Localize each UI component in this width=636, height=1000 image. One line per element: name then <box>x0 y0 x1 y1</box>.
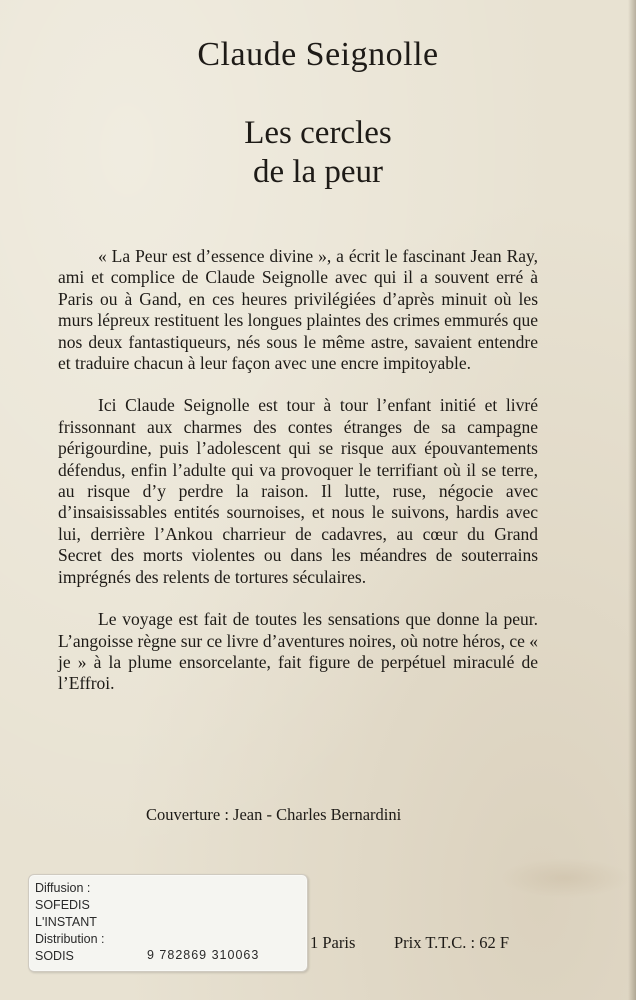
blurb-paragraph-3: Le voyage est fait de toutes les sensations que donne la peur. L’angoisse règne sur ce livre d’aventures noires, où notre héros, ce « je » à la plume ensorcelante, fait figure de perpétuel miraculé de l’Effroi. <box>58 609 538 694</box>
price-label: Prix T.T.C. : 62 F <box>394 933 510 952</box>
blurb <box>58 246 538 716</box>
isbn-barcode-number: 9 782869 310063 <box>147 948 260 962</box>
cover-credit: Couverture : Jean - Charles Bernardini <box>146 805 402 824</box>
sticker-imprint-name: L'INSTANT <box>35 915 97 929</box>
sticker-diffuser-name: SOFEDIS <box>35 898 90 912</box>
title-line-1: Les cercles <box>244 115 392 151</box>
publisher-location: 1 Paris <box>310 933 356 952</box>
sticker-diffusion-label: Diffusion : <box>35 881 91 895</box>
distribution-sticker <box>28 874 308 972</box>
blurb-paragraph-2: Ici Claude Seignolle est tour à tour l’enfant initié et livré frissonnant aux charmes des contes étranges de sa campagne périgourdine, puis l’adolescent qui se risque aux épouvantements défendus, enfin l’adulte qui va provoquer le terrifiant où il se terre, au risque d’y perdre la raison. Il lutte, ruse, négocie avec d’insaisissables entités sournoises, et nous le suivons, hardis avec lui, derrière l’Ankou charrieur de cadavres, au cœur du Grand Secret des morts violentes ou dans les méandres de souterrains imprégnés des relents de tortures séculaires. <box>58 395 538 587</box>
sticker-distribution-label: Distribution : <box>35 932 105 946</box>
book-title <box>0 114 636 192</box>
blurb-paragraph-1: « La Peur est d’essence divine », a écrit le fascinant Jean Ray, ami et complice de Claude Seignolle avec qui il a souvent erré à Paris ou à Gand, en ces heures privilégiées d’après minuit où les murs lépreux restituent les longues plaintes des crimes emmurés que nos deux fantastiqueurs, nés sous le même astre, savaient entendre et traduire chacun à leur façon avec une encre impitoyable. <box>58 246 538 374</box>
title-line-2: de la peur <box>252 154 384 190</box>
sticker-distributor-name: SODIS <box>35 949 74 963</box>
author-name: Claude Seignolle <box>197 36 439 73</box>
paper-stain <box>500 858 630 898</box>
